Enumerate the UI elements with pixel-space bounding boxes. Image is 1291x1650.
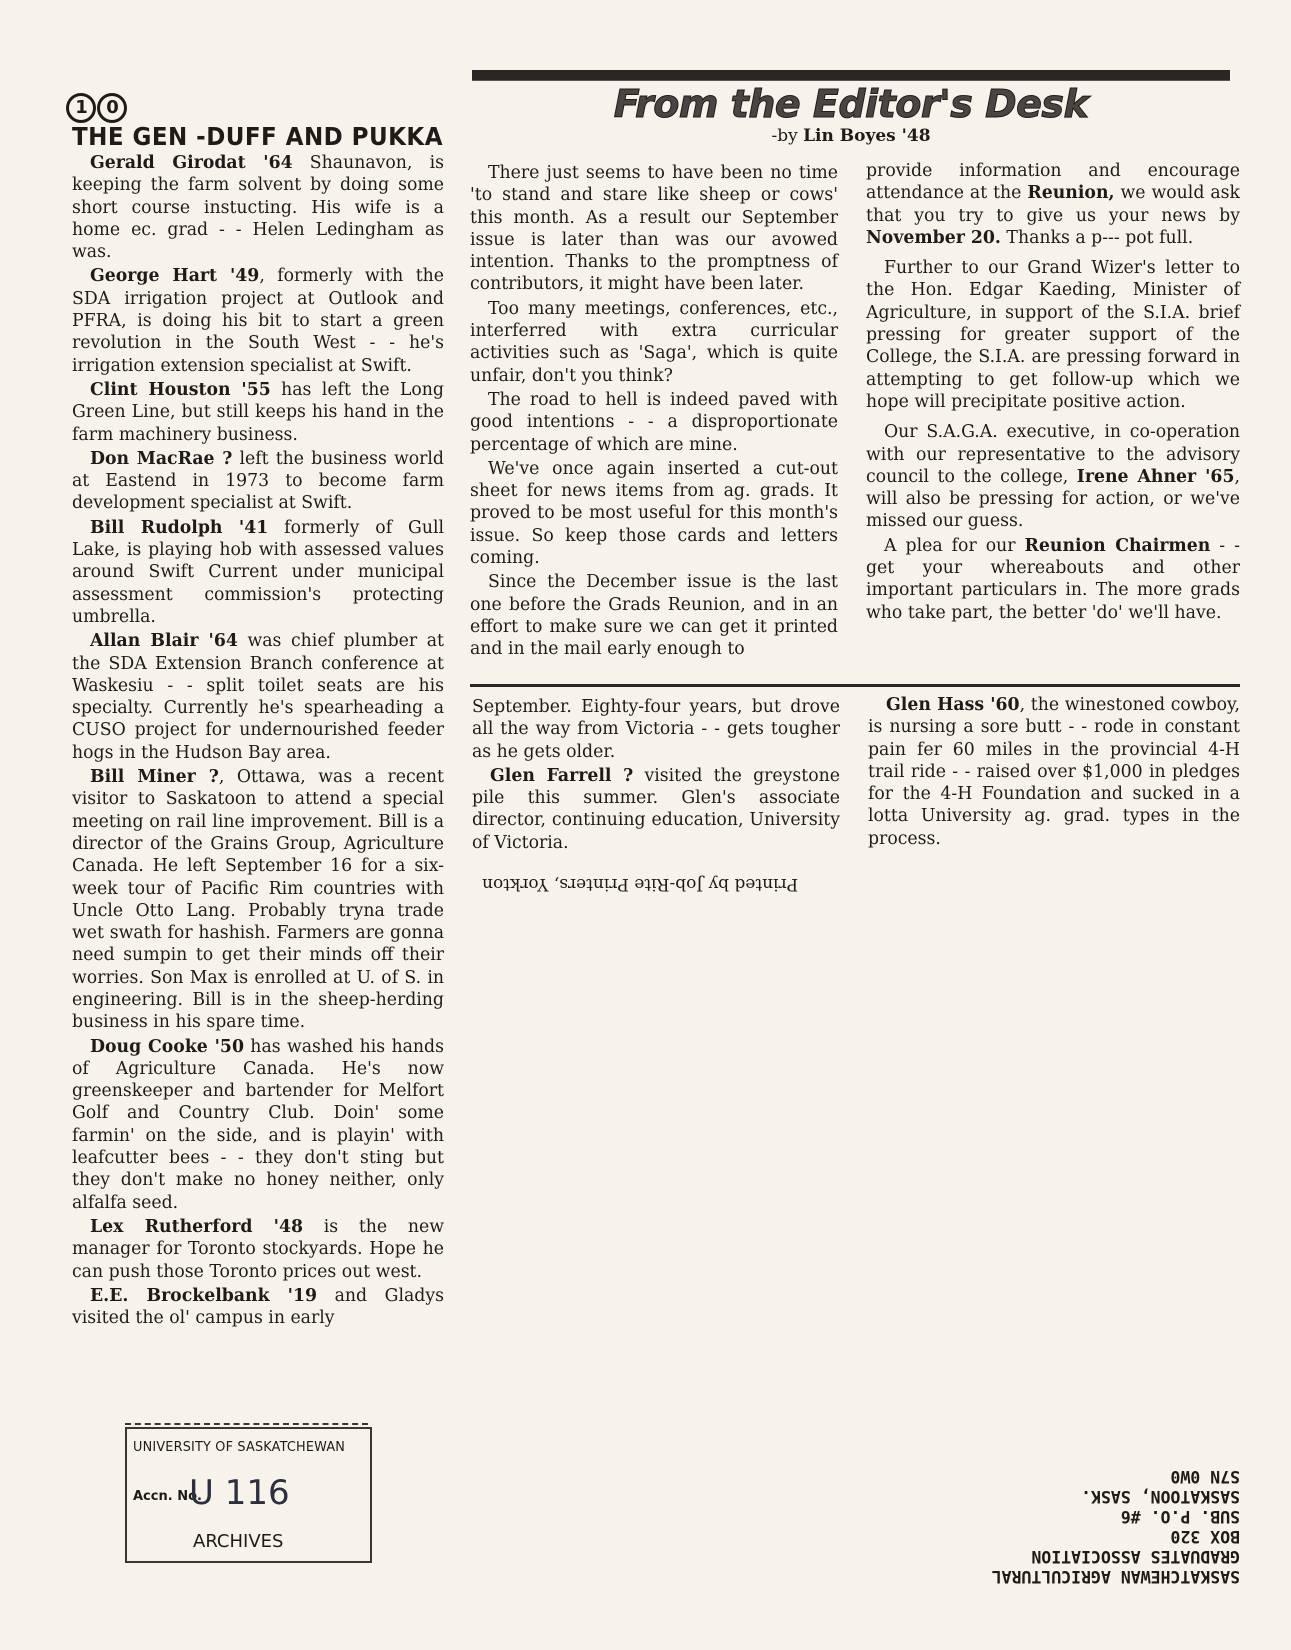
- grad-news-item: Glen Farrell ? visited the greystone pile this summer. Glen's associate director, continuing education, University of Victoria.: [472, 765, 840, 853]
- mailing-address: [991, 1466, 1240, 1586]
- grad-news-item: Glen Hass '60, the winestoned cowboy, is nursing a sore butt - - rode in constant pain fer 60 miles in the provincial 4-H trail ride - - raised over $1,000 in pledges for the 4-H Foundation and sucked in a lotta University ag. grad. types in the process.: [868, 695, 1240, 849]
- grad-news-item: E.E. Brockelbank '19 and Gladys visited the ol' campus in early: [72, 1285, 444, 1329]
- page-number-digit-0: 0: [97, 93, 127, 123]
- editor-paragraph: provide information and encourage attendance at the Reunion, we would ask that you try to give us your news by November 20. Thanks a p--- pot full.: [866, 161, 1240, 248]
- editor-paragraph: Since the December issue is the last one before the Grads Reunion, and in an effort to make sure we can get it printed and in the mail early enough to: [470, 572, 838, 660]
- grad-news-item: Clint Houston '55 has left the Long Green Line, but still keeps his hand in the farm machinery business.: [72, 379, 444, 445]
- printer-credit: Printed by Job-Rite Printers, Yorkton: [482, 874, 799, 894]
- grad-news-item: Gerald Girodat '64 Shaunavon, is keeping the farm solvent by doing some short course instucting. His wife is a home ec. grad - - Helen Ledingham as was.: [72, 153, 444, 263]
- editor-title: From the Editor's Desk: [613, 82, 1089, 126]
- editor-paragraph: A plea for our Reunion Chairmen - - get your whereabouts and other important particulars in. The more grads who take part, the better 'do' we'll have.: [866, 535, 1240, 623]
- editor-paragraph: There just seems to have been no time 'to stand and stare like sheep or cows' this month. As a result our September issue is later than was our avowed intention. Thanks to the promptness of contributors, it might have been later.: [470, 163, 838, 295]
- editor-paragraph: We've once again inserted a cut-out sheet for news items from ag. grads. It proved to be most useful for this month's issue. So keep those cards and letters coming.: [470, 458, 838, 569]
- continued-column-2: [868, 694, 1240, 852]
- page-number-digit-1: 1: [66, 93, 96, 123]
- address-line: SASKATOON, SASK.: [1081, 1487, 1240, 1506]
- editor-paragraph: The road to hell is indeed paved with good intentions - - a disproportionate percentage of which are mine.: [470, 389, 838, 455]
- address-line: S7N 0W0: [1170, 1467, 1240, 1486]
- grad-news-item: Allan Blair '64 was chief plumber at the SDA Extension Branch conference at Waskesiu - - split toilet seats are his specialty. Currently he's spearheading a CUSO project for undernourished feeder hogs in the Hudson Bay area.: [72, 631, 444, 763]
- grad-news-column: [72, 152, 444, 1331]
- editor-column-1: [470, 162, 838, 663]
- editor-paragraph: Too many meetings, conferences, etc., interferred with extra curricular activities such as 'Saga', which is quite unfair, don't you think?: [470, 298, 838, 386]
- header-rule: [472, 70, 1230, 81]
- grad-news-item: September. Eighty-four years, but drove all the way from Victoria - - gets tougher as he gets older.: [472, 697, 840, 762]
- grad-news-item: George Hart '49, formerly with the SDA irrigation project at Outlook and PFRA, is doing his bit to start a green revolution in the South West - - he's irrigation extension specialist at Swift.: [72, 266, 444, 376]
- grad-news-item: Don MacRae ? left the business world at Eastend in 1973 to become farm development specialist at Swift.: [72, 448, 444, 514]
- address-line: SUB. P.O. #6: [1120, 1507, 1240, 1526]
- address-line: SASKATCHEWAN AGRICULTURAL: [991, 1567, 1240, 1586]
- grad-news-item: Doug Cooke '50 has washed his hands of Agriculture Canada. He's now greenskeeper and bartender for Melfort Golf and Country Club. Doin' some farmin' on the side, and is playin' with leafcutter bees - - they don't sting but they don't make no honey neither, only alfalfa seed.: [72, 1036, 444, 1213]
- stamp-archives-label: ARCHIVES: [193, 1531, 284, 1552]
- grad-news-item: Bill Rudolph '41 formerly of Gull Lake, is playing hob with assessed values around Swift Current under municipal assessment commission's protecting umbrella.: [72, 517, 445, 627]
- section-divider: [470, 684, 1240, 687]
- editor-paragraph: Further to our Grand Wizer's letter to the Hon. Edgar Kaeding, Minister of Agriculture, in support of the S.I.A. brief pressing for greater support of the College, the S.I.A. are pressing forward in attempting to get follow-up which we hope will precipitate positive action.: [866, 258, 1240, 412]
- column-title: THE GEN -DUFF AND PUKKA: [72, 122, 443, 151]
- address-line: GRADUATES ASSOCIATION: [1031, 1547, 1240, 1566]
- stamp-edge: [125, 1423, 368, 1429]
- grad-news-item: Bill Miner ?, Ottawa, was a recent visitor to Saskatoon to attend a special meeting on rail line improvement. Bill is a director of the Grains Group, Agriculture Canada. He left September 16 for a six-week tour of Pacific Rim countries with Uncle Otto Lang. Probably tryna trade wet swath for hashish. Farmers are gonna need sumpin to get their minds off their worries. Son Max is enrolled at U. of S. in engineering. Bill is in the sheep-herding business in his spare time.: [72, 767, 444, 1033]
- grad-news-item: Lex Rutherford '48 is the new manager for Toronto stockyards. Hope he can push those Toronto prices out west.: [72, 1216, 445, 1282]
- stamp-accession-label: Accn. No.: [133, 1489, 202, 1504]
- editor-byline: -by Lin Boyes '48: [771, 126, 931, 146]
- stamp-university: UNIVERSITY OF SASKATCHEWAN: [133, 1439, 346, 1455]
- editor-column-2: [866, 160, 1240, 626]
- continued-column-1: [472, 696, 840, 856]
- address-line: BOX 320: [1170, 1527, 1240, 1546]
- stamp-accession-number: U 116: [189, 1473, 290, 1513]
- editor-paragraph: Our S.A.G.A. executive, in co-operation with our representative to the advisory council to the college, Irene Ahner '65, will also be pressing for action, or we've missed our guess.: [866, 422, 1240, 532]
- archives-stamp: [125, 1427, 372, 1563]
- page-number: [66, 90, 128, 123]
